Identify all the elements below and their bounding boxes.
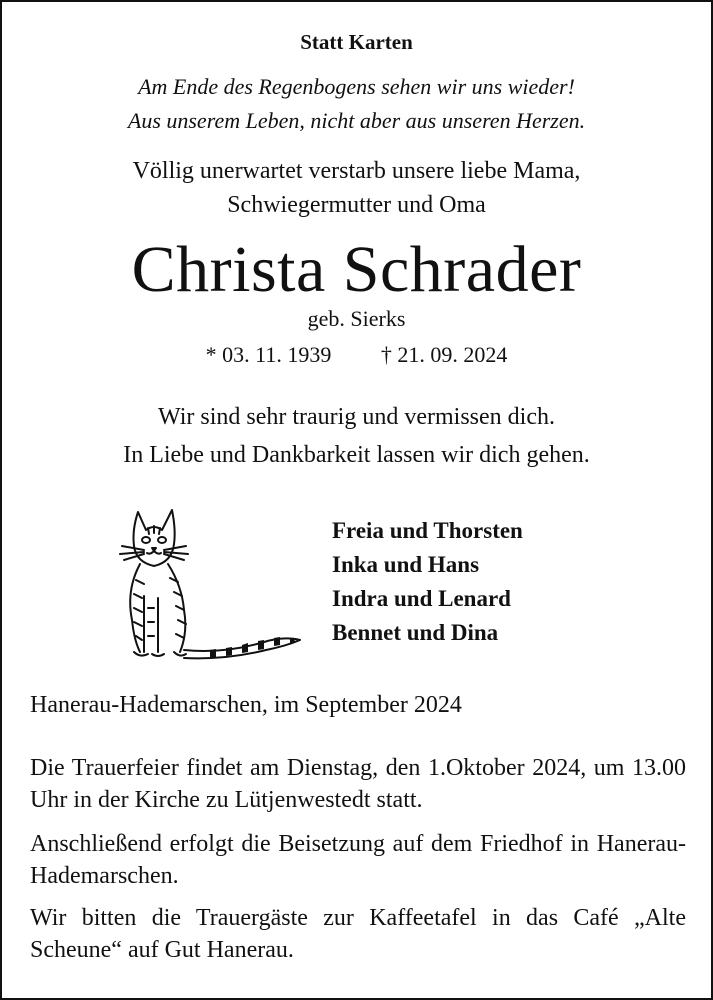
farewell-line: Wir sind sehr traurig und vermissen dich. bbox=[158, 404, 555, 430]
cat-drawing-icon bbox=[114, 500, 304, 666]
intro-line: Völlig unerwartet verstarb unsere liebe Mama, bbox=[132, 158, 581, 184]
family-member: Inka und Hans bbox=[332, 552, 480, 577]
family-names bbox=[332, 514, 523, 650]
farewell-text bbox=[2, 398, 711, 474]
farewell-line: In Liebe und Dankbarkeit lassen wir dich gehen. bbox=[123, 442, 590, 468]
place-date: Hanerau-Hademarschen, im September 2024 bbox=[30, 692, 462, 718]
family-member: Freia und Thorsten bbox=[332, 518, 523, 543]
service-info: Die Trauerfeier findet am Dienstag, den 1.Oktober 2024, um 13.00 Uhr in der Kirche zu Lütjenwestedt statt. bbox=[30, 755, 686, 813]
motto bbox=[2, 70, 711, 138]
motto-line: Aus unserem Leben, nicht aber aus unseren Herzen. bbox=[127, 108, 586, 133]
maiden-name: geb. Sierks bbox=[307, 306, 406, 331]
family-member: Indra und Lenard bbox=[332, 586, 511, 611]
death-date: † 21. 09. 2024 bbox=[380, 342, 508, 367]
intro-text bbox=[2, 154, 711, 222]
deceased-name: Christa Schrader bbox=[131, 233, 582, 306]
birth-date: * 03. 11. 1939 bbox=[205, 342, 332, 367]
life-dates bbox=[2, 342, 711, 368]
header-statt-karten: Statt Karten bbox=[300, 30, 413, 54]
burial-info: Anschließend erfolgt die Beisetzung auf dem Friedhof in Hanerau-Hademarschen. bbox=[30, 831, 686, 889]
intro-line: Schwiegermutter und Oma bbox=[227, 192, 486, 218]
family-member: Bennet und Dina bbox=[332, 620, 499, 645]
motto-line: Am Ende des Regenbogens sehen wir uns wieder! bbox=[138, 74, 575, 99]
reception-info: Wir bitten die Trauergäste zur Kaffeetafel in das Café „Alte Scheune“ auf Gut Hanerau. bbox=[30, 905, 686, 963]
